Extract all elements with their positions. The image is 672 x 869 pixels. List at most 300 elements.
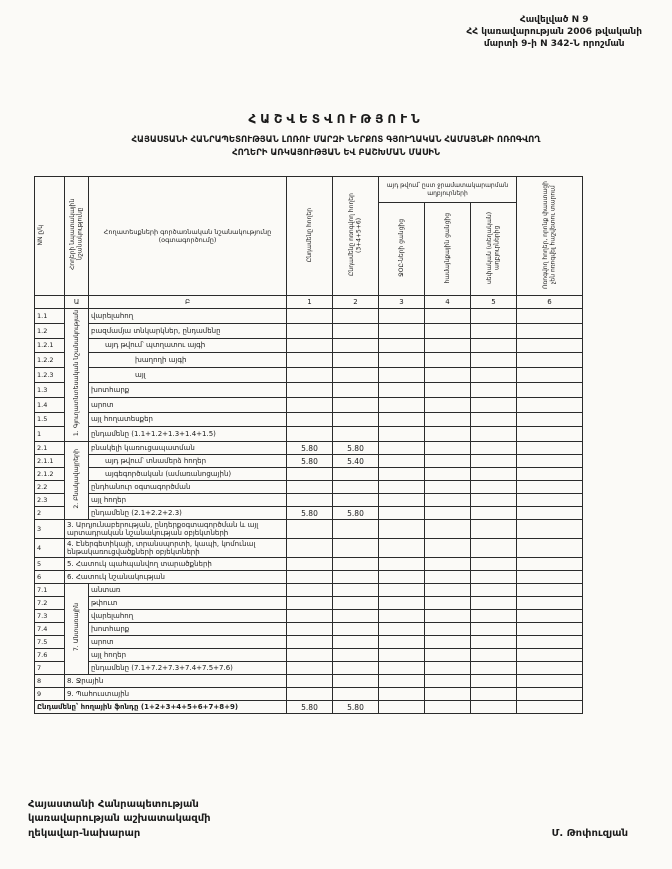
table-row <box>35 309 583 324</box>
col-header-not-irrigated-label: Ոռոգվող հողեր, որոնք փաստացի չեն ոռոգվել հաշվետու տարում <box>542 181 557 289</box>
value-cell <box>379 610 425 623</box>
value-cell <box>471 412 517 427</box>
row-num-cell: 2.1.1 <box>35 455 65 468</box>
desc-cell: արոտ <box>89 636 287 649</box>
table-row <box>35 571 583 584</box>
table-row <box>35 688 583 701</box>
value-cell <box>517 442 583 455</box>
row-num-cell: 1.2.3 <box>35 368 65 383</box>
value-cell <box>287 494 333 507</box>
value-cell <box>379 507 425 520</box>
value-cell <box>517 323 583 338</box>
value-cell <box>379 455 425 468</box>
value-cell <box>287 338 333 353</box>
desc-cell: վարելահող <box>89 610 287 623</box>
desc-cell: ընդամենը (7.1+7.2+7.3+7.4+7.5+7.6) <box>89 662 287 675</box>
value-cell <box>425 397 471 412</box>
value-cell <box>517 338 583 353</box>
value-cell <box>379 623 425 636</box>
value-cell <box>517 675 583 688</box>
value-cell <box>517 649 583 662</box>
value-cell <box>287 539 333 558</box>
desc-cell: անտառ <box>89 584 287 597</box>
value-cell <box>425 468 471 481</box>
value-cell <box>471 309 517 324</box>
footer-org-line-2: կառավարության աշխատակազմի <box>28 813 211 824</box>
value-cell: 5.80 <box>287 701 333 714</box>
appendix-line-1: Հավելված N 9 <box>519 15 589 25</box>
row-num-cell: 3 <box>35 520 65 539</box>
value-cell <box>287 382 333 397</box>
value-cell <box>379 353 425 368</box>
value-cell <box>517 584 583 597</box>
value-cell <box>287 623 333 636</box>
value-cell <box>425 368 471 383</box>
value-cell <box>379 662 425 675</box>
value-cell <box>471 397 517 412</box>
value-cell <box>517 412 583 427</box>
value-cell <box>379 397 425 412</box>
value-cell <box>471 368 517 383</box>
value-cell <box>379 427 425 442</box>
desc-cell: ընդամենը (1.1+1.2+1.3+1.4+1.5) <box>89 427 287 442</box>
table-row <box>35 382 583 397</box>
value-cell: 5.40 <box>333 455 379 468</box>
table-row <box>35 539 583 558</box>
value-cell: 5.80 <box>287 507 333 520</box>
footer-org-line-1: Հայաստանի Հանրապետության <box>28 798 199 810</box>
table-row <box>35 662 583 675</box>
value-cell <box>379 584 425 597</box>
table-body <box>35 309 583 714</box>
table-row <box>35 353 583 368</box>
table-row <box>35 584 583 597</box>
table-row <box>35 597 583 610</box>
desc-cell: վարելահող <box>89 309 287 324</box>
value-cell <box>471 597 517 610</box>
value-cell <box>287 468 333 481</box>
table-header <box>35 177 583 309</box>
value-cell <box>287 481 333 494</box>
land-category-group-label: 1. Գյուղատնտեսական նշանակության <box>72 310 80 437</box>
value-cell <box>425 623 471 636</box>
value-cell <box>333 584 379 597</box>
col-header-source-3-label: սեփական (տեղական) աղբյուրներից <box>486 212 501 285</box>
value-cell <box>333 412 379 427</box>
col-header-not-irrigated <box>517 177 583 296</box>
letter-cell: 1 <box>287 296 333 309</box>
desc-cell: այլ <box>89 368 287 383</box>
value-cell: 5.80 <box>287 442 333 455</box>
value-cell <box>517 558 583 571</box>
row-num-cell: 5 <box>35 558 65 571</box>
value-cell <box>471 427 517 442</box>
row-num-cell: 7.4 <box>35 623 65 636</box>
value-cell <box>425 675 471 688</box>
value-cell <box>517 468 583 481</box>
row-num-cell: 1.4 <box>35 397 65 412</box>
value-cell <box>333 309 379 324</box>
table-row <box>35 338 583 353</box>
value-cell <box>471 520 517 539</box>
row-num-cell: 1.2.2 <box>35 353 65 368</box>
table-row <box>35 412 583 427</box>
row-num-cell: 1.3 <box>35 382 65 397</box>
value-cell <box>425 558 471 571</box>
value-cell <box>379 382 425 397</box>
value-cell <box>425 412 471 427</box>
table-row <box>35 507 583 520</box>
value-cell <box>333 353 379 368</box>
value-cell <box>425 507 471 520</box>
value-cell <box>287 662 333 675</box>
value-cell: 5.80 <box>333 701 379 714</box>
value-cell <box>471 481 517 494</box>
page-title: ՀԱՇՎԵՏՎՈՒԹՅՈՒՆ <box>248 112 424 126</box>
desc-cell: բազմամյա տնկարկներ, ընդամենը <box>89 323 287 338</box>
row-num-cell: 2.1 <box>35 442 65 455</box>
value-cell <box>333 368 379 383</box>
table-row <box>35 610 583 623</box>
table-row <box>35 368 583 383</box>
value-cell <box>379 558 425 571</box>
desc-cell: այգեգործական (ամառանոցային) <box>89 468 287 481</box>
desc-cell: ընդամենը (2.1+2.2+2.3) <box>89 507 287 520</box>
value-cell <box>471 649 517 662</box>
value-cell <box>471 455 517 468</box>
value-cell <box>379 649 425 662</box>
col-header-nn-label: NN ը/կ <box>37 224 44 246</box>
value-cell <box>287 649 333 662</box>
row-num-cell: 7.5 <box>35 636 65 649</box>
row-num-cell: 2.2 <box>35 481 65 494</box>
value-cell <box>333 649 379 662</box>
value-cell <box>517 662 583 675</box>
value-cell <box>379 323 425 338</box>
value-cell <box>333 662 379 675</box>
value-cell <box>471 610 517 623</box>
value-cell <box>425 610 471 623</box>
value-cell <box>287 636 333 649</box>
desc-cell: 5. Հատուկ պահպանվող տարածքների <box>65 558 287 571</box>
value-cell <box>333 610 379 623</box>
value-cell <box>379 442 425 455</box>
land-category-group-cell <box>65 309 89 442</box>
value-cell <box>333 382 379 397</box>
header-row-1 <box>35 177 583 203</box>
value-cell <box>379 636 425 649</box>
value-cell <box>333 571 379 584</box>
value-cell <box>333 323 379 338</box>
value-cell <box>517 427 583 442</box>
value-cell <box>517 520 583 539</box>
row-num-cell: 7.1 <box>35 584 65 597</box>
value-cell <box>425 353 471 368</box>
col-header-source-3 <box>471 203 517 296</box>
value-cell <box>425 649 471 662</box>
table-row <box>35 442 583 455</box>
value-cell <box>517 636 583 649</box>
value-cell <box>287 397 333 412</box>
value-cell <box>471 507 517 520</box>
value-cell <box>471 323 517 338</box>
value-cell <box>287 412 333 427</box>
row-num-cell: 2 <box>35 507 65 520</box>
table-row <box>35 636 583 649</box>
col-header-irrigated <box>333 177 379 296</box>
value-cell <box>333 427 379 442</box>
col-header-purpose <box>65 177 89 296</box>
letter-cell: Բ <box>89 296 287 309</box>
desc-cell: 9. Պահուստային <box>65 688 287 701</box>
row-num-cell: 7.2 <box>35 597 65 610</box>
value-cell <box>333 675 379 688</box>
desc-cell: ընդհանուր օգտագործման <box>89 481 287 494</box>
value-cell <box>517 610 583 623</box>
value-cell <box>471 584 517 597</box>
value-cell <box>333 468 379 481</box>
table-row <box>35 323 583 338</box>
desc-cell: այլ հողեր <box>89 494 287 507</box>
row-num-cell: 2.3 <box>35 494 65 507</box>
col-header-source-2-label: համայնքային ցանցից <box>443 212 451 284</box>
value-cell <box>517 597 583 610</box>
land-category-group-cell <box>65 584 89 675</box>
value-cell <box>379 701 425 714</box>
row-num-cell: 7.3 <box>35 610 65 623</box>
value-cell <box>379 597 425 610</box>
value-cell <box>517 623 583 636</box>
value-cell <box>425 494 471 507</box>
value-cell: 5.80 <box>287 455 333 468</box>
value-cell <box>425 427 471 442</box>
value-cell <box>425 688 471 701</box>
desc-cell: խաղողի այգի <box>89 353 287 368</box>
table-row <box>35 455 583 468</box>
value-cell <box>517 353 583 368</box>
table-row <box>35 427 583 442</box>
row-num-cell: 6 <box>35 571 65 584</box>
desc-cell: այլ հողեր <box>89 649 287 662</box>
value-cell <box>517 481 583 494</box>
land-category-group-label: 7. Անտառային <box>72 603 80 652</box>
value-cell <box>517 494 583 507</box>
value-cell <box>333 558 379 571</box>
table-row <box>35 494 583 507</box>
value-cell: 5.80 <box>333 507 379 520</box>
value-cell <box>379 338 425 353</box>
value-cell <box>379 571 425 584</box>
value-cell <box>333 494 379 507</box>
desc-cell: Ընդամենը՝ հողային ֆոնդը (1+2+3+4+5+6+7+8+9) <box>35 701 287 714</box>
row-num-cell: 1.2.1 <box>35 338 65 353</box>
table-row <box>35 520 583 539</box>
report-table <box>34 176 583 714</box>
row-num-cell: 1.1 <box>35 309 65 324</box>
value-cell <box>471 571 517 584</box>
letter-cell: 6 <box>517 296 583 309</box>
value-cell <box>287 675 333 688</box>
row-num-cell: 9 <box>35 688 65 701</box>
value-cell <box>287 368 333 383</box>
letter-cell <box>35 296 65 309</box>
value-cell <box>471 494 517 507</box>
value-cell <box>379 368 425 383</box>
page-subtitle-2: ՀՈՂԵՐԻ ԱՌԿԱՅՈՒԹՅԱՆ ԵՎ ԲԱՇԽՄԱՆ ՄԱՍԻՆ <box>232 147 440 158</box>
value-cell <box>287 323 333 338</box>
letter-cell: Ա <box>65 296 89 309</box>
value-cell <box>379 539 425 558</box>
column-letters-row <box>35 296 583 309</box>
value-cell <box>425 636 471 649</box>
value-cell <box>471 636 517 649</box>
col-header-sources-span: այդ թվում՝ ըստ ջրամատակարարման աղբյուրների <box>379 177 517 203</box>
land-category-group-cell <box>65 442 89 520</box>
row-num-cell: 4 <box>35 539 65 558</box>
value-cell <box>287 309 333 324</box>
desc-cell: խոտհարք <box>89 623 287 636</box>
value-cell <box>379 688 425 701</box>
value-cell <box>287 688 333 701</box>
row-num-cell: 1.2 <box>35 323 65 338</box>
land-category-group-label: 2. Բնակավայրերի <box>72 448 80 509</box>
letter-cell: 2 <box>333 296 379 309</box>
value-cell <box>379 494 425 507</box>
value-cell <box>425 442 471 455</box>
value-cell <box>333 597 379 610</box>
col-header-source-2 <box>425 203 471 296</box>
value-cell <box>517 688 583 701</box>
desc-cell: բնակելի կառուցապատման <box>89 442 287 455</box>
value-cell <box>287 584 333 597</box>
desc-cell: այդ թվում՝ տնամերձ հողեր <box>89 455 287 468</box>
value-cell <box>287 610 333 623</box>
value-cell <box>471 442 517 455</box>
value-cell <box>333 636 379 649</box>
value-cell <box>379 481 425 494</box>
value-cell <box>471 623 517 636</box>
value-cell <box>379 675 425 688</box>
desc-cell: այդ թվում՝ պտղատու այգի <box>89 338 287 353</box>
value-cell <box>517 571 583 584</box>
row-num-cell: 8 <box>35 675 65 688</box>
value-cell <box>287 571 333 584</box>
col-header-desc: Հողատեսքների գործառնական նշանակությունը (օգտագործումը) <box>89 177 287 296</box>
title-block <box>0 112 672 160</box>
value-cell <box>287 597 333 610</box>
value-cell <box>287 353 333 368</box>
value-cell <box>517 455 583 468</box>
value-cell <box>471 701 517 714</box>
row-num-cell: 1 <box>35 427 65 442</box>
table-row <box>35 397 583 412</box>
row-num-cell: 7.6 <box>35 649 65 662</box>
col-header-source-1 <box>379 203 425 296</box>
value-cell <box>425 539 471 558</box>
value-cell <box>425 520 471 539</box>
table-row <box>35 481 583 494</box>
row-num-cell: 1.5 <box>35 412 65 427</box>
value-cell <box>471 688 517 701</box>
value-cell <box>379 309 425 324</box>
value-cell <box>471 382 517 397</box>
value-cell <box>471 558 517 571</box>
letter-cell: 4 <box>425 296 471 309</box>
letter-cell: 3 <box>379 296 425 309</box>
table-row <box>35 558 583 571</box>
value-cell <box>517 382 583 397</box>
value-cell <box>471 539 517 558</box>
value-cell <box>287 558 333 571</box>
value-cell <box>425 309 471 324</box>
page-subtitle-1: ՀԱՅԱՍՏԱՆԻ ՀԱՆՐԱՊԵՏՈՒԹՅԱՆ ԼՈՌՈՒ ՄԱՐԶԻ ՆԵՐՔՈՏ ԳՅՈՒՂԱԿԱՆ ՀԱՄԱՅՆՔԻ ՈՌՈԳՎՈՂ <box>131 135 541 145</box>
value-cell <box>425 323 471 338</box>
desc-cell: 6. Հատուկ նշանակության <box>65 571 287 584</box>
footer-org-block <box>28 798 211 842</box>
value-cell <box>425 662 471 675</box>
value-cell <box>425 455 471 468</box>
value-cell <box>471 353 517 368</box>
value-cell <box>333 520 379 539</box>
table-row <box>35 468 583 481</box>
value-cell <box>425 571 471 584</box>
value-cell: 5.80 <box>333 442 379 455</box>
table-row <box>35 675 583 688</box>
value-cell <box>517 539 583 558</box>
row-num-cell: 7 <box>35 662 65 675</box>
value-cell <box>333 397 379 412</box>
value-cell <box>471 675 517 688</box>
value-cell <box>517 507 583 520</box>
value-cell <box>333 481 379 494</box>
value-cell <box>425 597 471 610</box>
value-cell <box>471 468 517 481</box>
value-cell <box>425 338 471 353</box>
value-cell <box>287 520 333 539</box>
value-cell <box>333 539 379 558</box>
value-cell <box>379 412 425 427</box>
value-cell <box>517 397 583 412</box>
value-cell <box>333 338 379 353</box>
value-cell <box>333 623 379 636</box>
col-header-total-label: Ընդամենը հողեր <box>305 207 313 263</box>
value-cell <box>425 584 471 597</box>
value-cell <box>517 368 583 383</box>
col-header-nn <box>35 177 65 296</box>
footer-org-line-3: ղեկավար-նախարար <box>28 827 141 839</box>
value-cell <box>287 427 333 442</box>
letter-cell: 5 <box>471 296 517 309</box>
value-cell <box>471 662 517 675</box>
value-cell <box>333 688 379 701</box>
appendix-block <box>466 14 642 50</box>
value-cell <box>379 468 425 481</box>
value-cell <box>517 701 583 714</box>
appendix-line-2: ՀՀ կառավարության 2006 թվականի <box>466 27 642 38</box>
desc-cell: այլ հողատեսքեր <box>89 412 287 427</box>
table-row <box>35 623 583 636</box>
desc-cell: արոտ <box>89 397 287 412</box>
col-header-purpose-label: Հողերի նպատակային նշանակությունը <box>69 198 84 270</box>
row-num-cell: 2.1.2 <box>35 468 65 481</box>
value-cell <box>425 481 471 494</box>
col-header-source-1-label: ՋՕԸ-ների ցանցից <box>397 219 405 278</box>
col-header-irrigated-label: Ընդամենը ոռոգվող հողեր (3+4+5+6) <box>348 193 363 277</box>
desc-cell: 3. Արդյունաբերության, ընդերքօգտագործման և այլ արտադրական նշանակության օբյեկտների <box>65 520 287 539</box>
desc-cell: խոտհարք <box>89 382 287 397</box>
signature-name: Մ. Թոփուզյան <box>551 828 628 839</box>
desc-cell: 8. Ջրային <box>65 675 287 688</box>
